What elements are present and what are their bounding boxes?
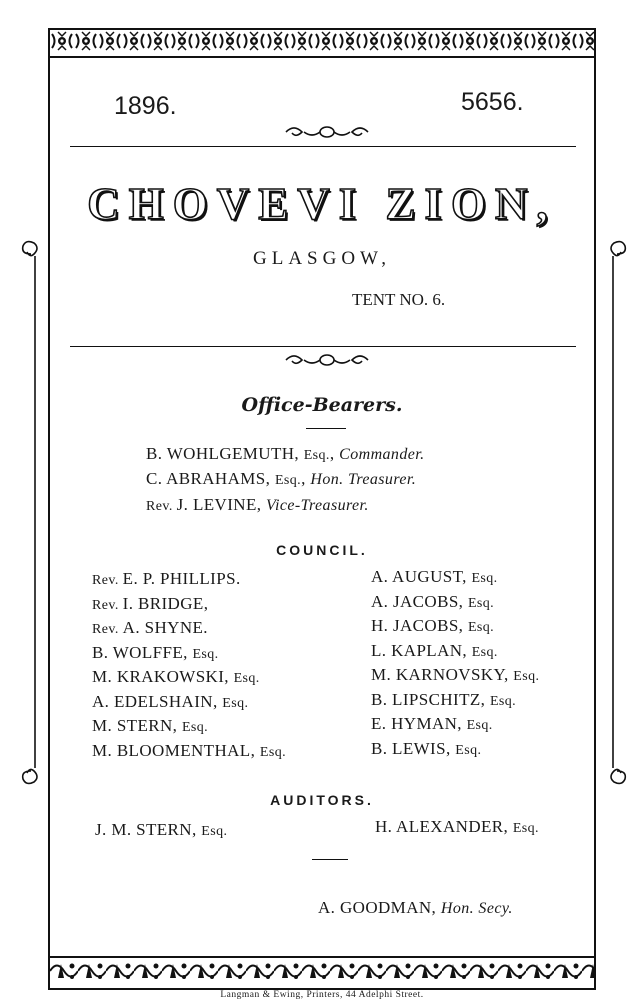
- council-member: [371, 641, 539, 666]
- member-name: E. P. PHILLIPS.: [122, 569, 241, 588]
- city-name: GLASGOW,: [253, 248, 391, 269]
- secretary-line: [318, 898, 513, 918]
- auditor-left: [95, 820, 227, 840]
- member-name: L. KAPLAN,: [371, 640, 472, 660]
- honorific: Esq.: [274, 473, 302, 488]
- member-role: Vice-Treasurer.: [266, 497, 369, 514]
- year-gregorian: 1896.: [114, 92, 177, 120]
- member-role: Hon. Secy.: [440, 900, 513, 917]
- honorific: Esq.: [471, 571, 498, 586]
- floral-border-ornament: [50, 30, 594, 52]
- council-member: [92, 618, 286, 643]
- right-scroll-bracket: [604, 240, 630, 785]
- council-member: [371, 690, 539, 715]
- member-name: A. AUGUST,: [371, 567, 472, 586]
- short-rule: [306, 428, 346, 429]
- honorific: Esq.: [303, 448, 330, 463]
- member-name: A. EDELSHAIN,: [92, 691, 223, 711]
- office-bearer-row: [146, 469, 416, 489]
- honorific: Esq.: [513, 669, 540, 684]
- member-name: A. JACOBS,: [371, 591, 468, 611]
- divider-rule: [70, 146, 576, 147]
- member-name: J. LEVINE,: [176, 495, 267, 514]
- council-heading: COUNCIL.: [276, 542, 368, 558]
- member-name: M. KRAKOWSKI,: [92, 667, 234, 686]
- honorific: Rev.: [92, 597, 123, 613]
- member-name: M. KARNOVSKY,: [371, 665, 514, 684]
- honorific: Esq.: [467, 620, 495, 635]
- council-member: [371, 714, 539, 739]
- member-role: Commander.: [339, 446, 425, 463]
- member-name: E. HYMAN,: [371, 714, 467, 733]
- honorific: Esq.: [489, 693, 517, 709]
- office-bearers-heading: Office-Bearers.: [241, 394, 403, 416]
- bottom-ornament-band: [50, 956, 594, 990]
- council-member: [371, 592, 539, 617]
- separator: ,: [329, 444, 340, 463]
- honorific: Esq.: [192, 646, 219, 662]
- honorific: Esq.: [467, 595, 495, 611]
- top-ornament-band: [50, 28, 594, 58]
- member-name: H. JACOBS,: [371, 616, 468, 635]
- office-bearer-row: [146, 495, 369, 515]
- council-member: [92, 569, 286, 594]
- council-member: [92, 594, 286, 619]
- printer-imprint: Langman & Ewing, Printers, 44 Adelphi Street.: [220, 990, 424, 1000]
- honorific: Esq.: [181, 720, 209, 735]
- member-name: A. SHYNE.: [122, 618, 208, 637]
- member-name: A. GOODMAN,: [318, 898, 441, 917]
- divider-rule: [70, 346, 576, 347]
- scroll-flourish-ornament: [282, 122, 372, 142]
- honorific: Rev.: [146, 499, 177, 514]
- council-left-column: [92, 569, 286, 765]
- member-role: Hon. Treasurer.: [310, 471, 417, 488]
- honorific: Esq.: [471, 644, 498, 660]
- left-scroll-bracket: [18, 240, 44, 785]
- year-hebrew: 5656.: [461, 88, 524, 116]
- honorific: Esq.: [222, 695, 249, 711]
- member-name: B. LEWIS,: [371, 738, 456, 758]
- scroll-flourish-ornament: [282, 350, 372, 370]
- office-bearer-row: [146, 444, 425, 464]
- honorific: Rev.: [92, 573, 123, 588]
- honorific: Esq.: [201, 824, 228, 839]
- member-name: I. BRIDGE,: [122, 593, 209, 613]
- member-name: B. LIPSCHITZ,: [371, 689, 490, 709]
- honorific: Esq.: [466, 718, 493, 733]
- council-member: [371, 616, 539, 641]
- honorific: Rev.: [92, 622, 123, 637]
- council-member: [371, 665, 539, 690]
- council-member: [371, 567, 539, 592]
- member-name: B. WOHLGEMUTH,: [146, 444, 304, 463]
- council-member: [92, 741, 286, 766]
- honorific: Esq.: [259, 744, 287, 760]
- member-name: B. WOLFFE,: [92, 642, 193, 662]
- council-member: [92, 643, 286, 668]
- honorific: Esq.: [512, 821, 539, 836]
- auditor-right: [375, 817, 539, 837]
- member-name: H. ALEXANDER,: [375, 817, 513, 836]
- auditors-heading: AUDITORS.: [270, 792, 374, 808]
- council-member: [371, 739, 539, 764]
- tent-number: TENT NO. 6.: [352, 290, 446, 309]
- honorific: Esq.: [233, 671, 260, 686]
- council-member: [92, 692, 286, 717]
- society-title: CHOVEVI ZION,: [87, 179, 557, 229]
- member-name: J. M. STERN,: [95, 820, 202, 839]
- member-name: C. ABRAHAMS,: [146, 469, 275, 488]
- member-name: M. BLOOMENTHAL,: [92, 740, 260, 760]
- council-member: [92, 716, 286, 741]
- member-name: M. STERN,: [92, 716, 182, 735]
- short-rule: [312, 859, 348, 860]
- council-member: [92, 667, 286, 692]
- council-right-column: [371, 567, 539, 763]
- separator: ,: [301, 469, 311, 488]
- honorific: Esq.: [455, 742, 482, 758]
- vine-border-ornament: [50, 958, 594, 984]
